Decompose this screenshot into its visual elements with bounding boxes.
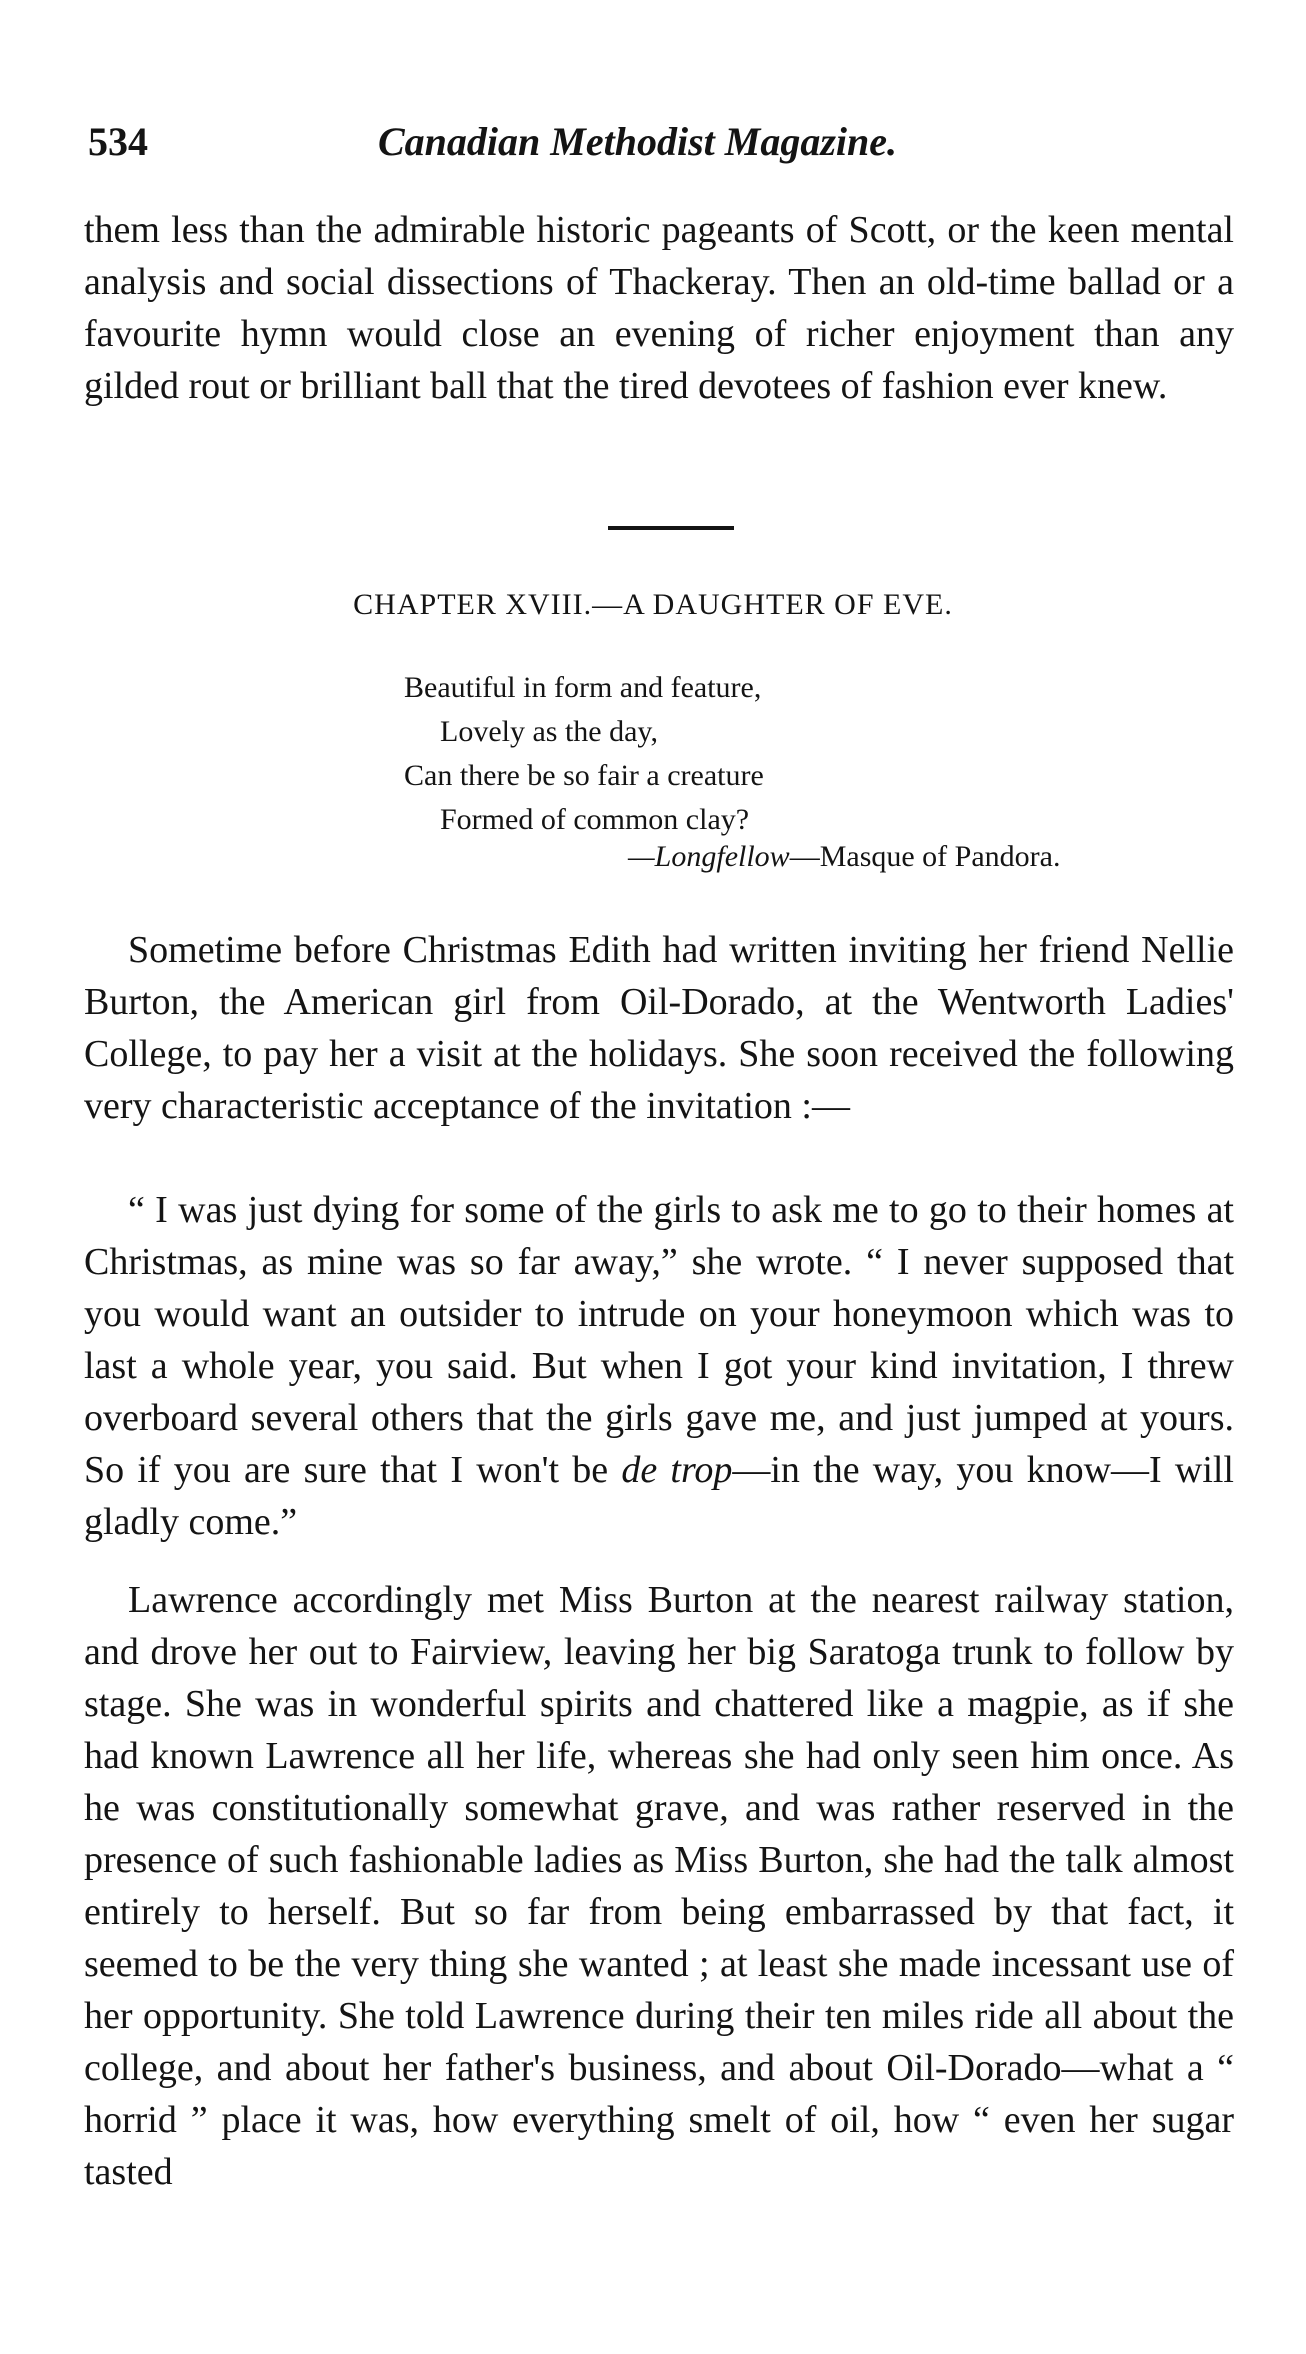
paragraph-text: —in the way, you know—I will gladly come.” (84, 1449, 1234, 1543)
body-paragraph-2: Sometime before Christmas Edith had written inviting her friend Nellie Burton, the American girl from Oil-Dorado, at the Wentworth Ladies' College, to pay her a visit at the holidays. She soon received the following very characteristic acceptance of the invitation :— (84, 929, 1234, 1127)
paragraph-text: “ I was just dying for some of the girls to ask me to go to their homes at Christmas, as mine was so far away,” she wrote. “ I never supposed that you would want an outsider to intrude on your honeymoon which was to last a whole year, you said. But when I got your kind invitation, I threw overboard several others that the girls gave me, and just jumped at yours. So if you are sure that I won't be (84, 1189, 1234, 1491)
epigraph-source: —Masque of Pandora. (789, 840, 1061, 873)
epigraph-line: Formed of common clay? (440, 803, 750, 836)
section-divider (608, 526, 734, 530)
page-number: 534 (88, 119, 148, 164)
epigraph (404, 666, 1204, 842)
epigraph-line: Beautiful in form and feature, (404, 671, 762, 704)
epigraph-line: Lovely as the day, (440, 715, 658, 748)
epigraph-author: —Longfellow (628, 840, 790, 873)
body-paragraph-1: them less than the admirable historic pageants of Scott, or the keen mental analysis and social dissections of Thackeray. Then an old-time ballad or a favourite hymn would close an evening of richer enjoyment than any gilded rout or brilliant ball that the tired devotees of fashion ever knew. (84, 209, 1234, 407)
epigraph-attribution (628, 840, 1060, 874)
chapter-heading: CHAPTER XVIII.—A DAUGHTER OF EVE. (353, 588, 953, 621)
body-paragraph-3 (84, 1184, 1234, 1548)
body-paragraph-4: Lawrence accordingly met Miss Burton at the nearest railway station, and drove her out to Fairview, leaving her big Saratoga trunk to follow by stage. She was in wonderful spirits and chattered like a magpie, as if she had known Lawrence all her life, whereas she had only seen him once. As he was constitutionally somewhat grave, and was rather reserved in the presence of such fashionable ladies as Miss Burton, she had the talk almost entirely to herself. But so far from being embarrassed by that fact, it seemed to be the very thing she wanted ; at least she made incessant use of her opportunity. She told Lawrence during their ten miles ride all about the college, and about her father's business, and about Oil-Dorado—what a “ horrid ” place it was, how everything smelt of oil, how “ even her sugar tasted (84, 1579, 1234, 2193)
epigraph-line: Can there be so fair a creature (404, 759, 764, 792)
running-head (88, 118, 1238, 168)
italic-phrase: de trop (621, 1449, 733, 1491)
journal-title: Canadian Methodist Magazine. (378, 119, 898, 164)
